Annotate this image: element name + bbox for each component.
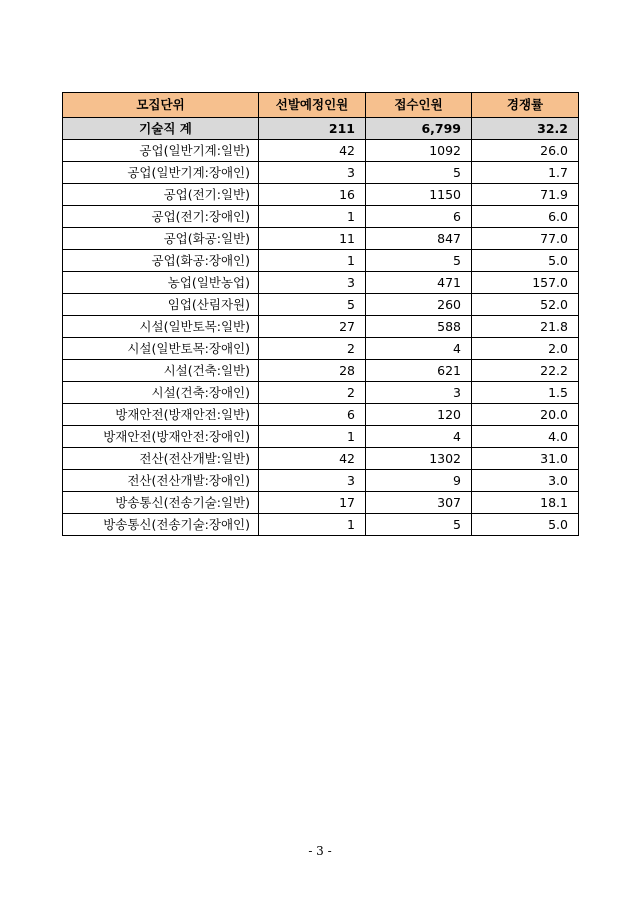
cell-competition-ratio: 52.0 [472,294,579,316]
cell-applicants: 4 [366,426,472,448]
cell-applicants: 3 [366,382,472,404]
cell-applicants: 471 [366,272,472,294]
cell-competition-ratio: 157.0 [472,272,579,294]
cell-recruit-unit: 방재안전(방재안전:장애인) [63,426,259,448]
header-recruit-unit: 모집단위 [63,93,259,118]
table-row [63,448,579,470]
cell-recruit-unit: 공업(화공:장애인) [63,250,259,272]
header-competition-ratio: 경쟁률 [472,93,579,118]
cell-applicants: 5 [366,250,472,272]
cell-applicants: 6 [366,206,472,228]
cell-planned-quota: 11 [259,228,366,250]
cell-competition-ratio: 77.0 [472,228,579,250]
total-ratio: 32.2 [472,118,579,140]
table-row [63,162,579,184]
cell-competition-ratio: 21.8 [472,316,579,338]
table-row [63,426,579,448]
cell-applicants: 621 [366,360,472,382]
header-applicants: 접수인원 [366,93,472,118]
cell-recruit-unit: 방재안전(방재안전:일반) [63,404,259,426]
table-row [63,250,579,272]
cell-planned-quota: 42 [259,448,366,470]
cell-competition-ratio: 31.0 [472,448,579,470]
cell-planned-quota: 2 [259,382,366,404]
table-row [63,338,579,360]
page-number: - 3 - [308,844,332,858]
cell-planned-quota: 2 [259,338,366,360]
cell-competition-ratio: 71.9 [472,184,579,206]
cell-recruit-unit: 공업(전기:일반) [63,184,259,206]
competition-table [62,92,579,536]
cell-competition-ratio: 5.0 [472,250,579,272]
cell-planned-quota: 5 [259,294,366,316]
cell-planned-quota: 17 [259,492,366,514]
cell-planned-quota: 3 [259,470,366,492]
cell-planned-quota: 28 [259,360,366,382]
table-row [63,184,579,206]
cell-recruit-unit: 방송통신(전송기술:일반) [63,492,259,514]
cell-competition-ratio: 3.0 [472,470,579,492]
cell-competition-ratio: 26.0 [472,140,579,162]
cell-competition-ratio: 22.2 [472,360,579,382]
table-row [63,382,579,404]
cell-recruit-unit: 공업(전기:장애인) [63,206,259,228]
cell-competition-ratio: 18.1 [472,492,579,514]
cell-planned-quota: 3 [259,272,366,294]
cell-recruit-unit: 시설(건축:일반) [63,360,259,382]
cell-competition-ratio: 5.0 [472,514,579,536]
table-header-row [63,93,579,118]
table-row [63,140,579,162]
cell-planned-quota: 1 [259,250,366,272]
table-row [63,514,579,536]
cell-competition-ratio: 4.0 [472,426,579,448]
cell-planned-quota: 1 [259,514,366,536]
cell-recruit-unit: 방송통신(전송기술:장애인) [63,514,259,536]
table-row [63,470,579,492]
total-unit: 기술직 계 [63,118,259,140]
cell-competition-ratio: 6.0 [472,206,579,228]
table-row [63,228,579,250]
cell-applicants: 847 [366,228,472,250]
cell-competition-ratio: 1.5 [472,382,579,404]
cell-recruit-unit: 시설(일반토목:일반) [63,316,259,338]
cell-applicants: 4 [366,338,472,360]
cell-applicants: 1150 [366,184,472,206]
table-row [63,206,579,228]
cell-applicants: 1092 [366,140,472,162]
cell-applicants: 260 [366,294,472,316]
cell-applicants: 588 [366,316,472,338]
cell-competition-ratio: 1.7 [472,162,579,184]
cell-applicants: 5 [366,162,472,184]
total-row [63,118,579,140]
cell-competition-ratio: 20.0 [472,404,579,426]
table-row [63,492,579,514]
table-row [63,360,579,382]
cell-recruit-unit: 공업(일반기계:일반) [63,140,259,162]
table-row [63,316,579,338]
cell-planned-quota: 3 [259,162,366,184]
cell-recruit-unit: 전산(전산개발:장애인) [63,470,259,492]
cell-applicants: 307 [366,492,472,514]
cell-planned-quota: 42 [259,140,366,162]
cell-recruit-unit: 농업(일반농업) [63,272,259,294]
table-row [63,272,579,294]
cell-recruit-unit: 공업(일반기계:장애인) [63,162,259,184]
cell-recruit-unit: 시설(건축:장애인) [63,382,259,404]
table-row [63,294,579,316]
cell-recruit-unit: 임업(산림자원) [63,294,259,316]
header-planned-quota: 선발예정인원 [259,93,366,118]
cell-recruit-unit: 공업(화공:일반) [63,228,259,250]
cell-planned-quota: 1 [259,206,366,228]
cell-applicants: 5 [366,514,472,536]
cell-competition-ratio: 2.0 [472,338,579,360]
competition-table-container [62,92,578,536]
total-applicants: 6,799 [366,118,472,140]
cell-applicants: 120 [366,404,472,426]
total-quota: 211 [259,118,366,140]
cell-planned-quota: 16 [259,184,366,206]
cell-planned-quota: 1 [259,426,366,448]
cell-recruit-unit: 전산(전산개발:일반) [63,448,259,470]
cell-applicants: 9 [366,470,472,492]
cell-planned-quota: 27 [259,316,366,338]
table-row [63,404,579,426]
cell-planned-quota: 6 [259,404,366,426]
cell-recruit-unit: 시설(일반토목:장애인) [63,338,259,360]
cell-applicants: 1302 [366,448,472,470]
